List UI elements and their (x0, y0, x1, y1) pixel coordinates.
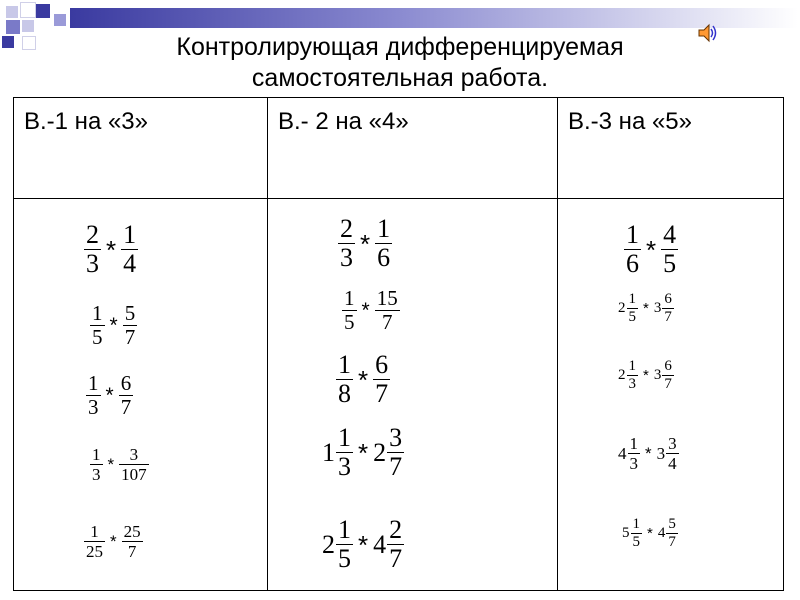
fraction-numerator: 1 (90, 522, 99, 541)
fraction (122, 522, 143, 561)
fraction-denominator: 3 (86, 249, 99, 278)
fraction (90, 445, 103, 484)
fraction (387, 516, 404, 573)
fraction-denominator: 5 (92, 325, 103, 349)
fraction-numerator: 1 (377, 214, 391, 243)
multiply-sign: * (360, 228, 371, 259)
expression (336, 351, 390, 408)
fraction-numerator: 6 (375, 350, 389, 379)
fraction (336, 516, 353, 573)
multiply-sign: * (105, 384, 114, 407)
expression (342, 287, 400, 334)
header-variant-1: В.-1 на «3» (14, 98, 268, 199)
whole-part: 2 (322, 529, 335, 559)
whole-part: 3 (656, 444, 666, 463)
multiply-sign: * (358, 437, 369, 468)
expression (338, 215, 392, 272)
fraction-denominator: 7 (664, 376, 672, 392)
fraction-denominator: 3 (628, 376, 636, 392)
fraction (119, 372, 134, 419)
fraction-denominator: 5 (338, 544, 351, 573)
fraction-denominator: 7 (389, 452, 403, 481)
fraction (666, 434, 679, 473)
fraction (624, 221, 641, 278)
fraction (627, 291, 639, 326)
fraction-numerator: 1 (92, 301, 103, 325)
multiply-sign: * (361, 299, 370, 322)
fraction (90, 302, 105, 349)
fraction (338, 215, 355, 272)
fraction-numerator: 1 (338, 350, 351, 379)
expression (624, 221, 678, 278)
header-variant-3: В.-3 на «5» (558, 98, 784, 199)
fraction-numerator: 1 (628, 358, 636, 374)
fraction (662, 358, 674, 393)
fraction (119, 445, 149, 484)
fraction-denominator: 107 (121, 465, 147, 484)
fraction-numerator: 3 (668, 434, 677, 453)
fraction-numerator: 4 (663, 220, 677, 249)
expression (84, 221, 138, 278)
multiply-sign: * (358, 364, 369, 395)
multiply-sign: * (645, 444, 652, 463)
fraction-denominator: 3 (92, 465, 101, 484)
multiply-sign: * (110, 532, 117, 551)
whole-part: 2 (618, 367, 626, 383)
fraction-numerator: 3 (129, 445, 139, 464)
header-variant-2: В.- 2 на «4» (268, 98, 558, 199)
fraction-numerator: 1 (338, 515, 351, 544)
fraction-denominator: 6 (377, 243, 391, 272)
expression (84, 522, 143, 561)
fraction-denominator: 7 (381, 310, 393, 334)
fraction-denominator: 5 (663, 249, 677, 278)
fraction (628, 434, 641, 473)
fraction-numerator: 1 (626, 220, 639, 249)
fraction (373, 351, 390, 408)
fraction-numerator: 1 (338, 423, 351, 452)
fraction-denominator: 8 (338, 379, 351, 408)
variant-2-cell (268, 199, 558, 591)
fraction-numerator: 2 (86, 220, 99, 249)
multiply-sign: * (647, 525, 653, 542)
fraction-numerator: 1 (628, 291, 636, 307)
fraction-numerator: 1 (92, 445, 101, 464)
fraction (661, 221, 678, 278)
whole-part: 1 (322, 437, 335, 467)
fraction (84, 522, 105, 561)
title-line-2: самостоятельная работа. (251, 64, 549, 92)
multiply-sign: * (643, 300, 649, 317)
fraction-numerator: 5 (668, 516, 676, 532)
fraction-numerator: 6 (664, 291, 672, 307)
title-line-1: Контролирующая дифференцируемая (176, 33, 624, 61)
fraction-numerator: 1 (344, 286, 355, 310)
fraction-denominator: 7 (124, 325, 136, 349)
fraction (336, 351, 353, 408)
expression (322, 424, 404, 481)
fraction-denominator: 7 (375, 379, 389, 408)
fraction-denominator: 7 (664, 309, 672, 325)
fraction-numerator: 1 (629, 434, 638, 453)
fraction-denominator: 7 (120, 395, 132, 419)
fraction-denominator: 6 (626, 249, 639, 278)
whole-part: 2 (618, 300, 626, 316)
fraction (627, 358, 639, 393)
expression (622, 516, 678, 551)
expression (618, 291, 674, 326)
fraction (121, 221, 138, 278)
fraction-numerator: 1 (88, 371, 99, 395)
page-title (0, 32, 800, 94)
fraction-numerator: 1 (123, 220, 137, 249)
whole-part: 4 (657, 525, 666, 541)
fraction-denominator: 7 (127, 542, 137, 561)
variant-3-cell (558, 199, 784, 591)
fraction (86, 372, 101, 419)
multiply-sign: * (358, 529, 369, 560)
fraction (631, 516, 643, 551)
fraction (84, 221, 101, 278)
fraction (387, 424, 404, 481)
expression (90, 302, 137, 349)
expression (618, 358, 674, 393)
fraction-numerator: 6 (120, 371, 132, 395)
variant-1-cell (14, 199, 268, 591)
fraction-denominator: 4 (123, 249, 137, 278)
multiply-sign: * (106, 234, 117, 265)
whole-part: 4 (373, 529, 387, 559)
fraction-denominator: 3 (629, 454, 638, 473)
variants-table (13, 97, 784, 591)
fraction (342, 287, 357, 334)
fraction-numerator: 6 (664, 358, 672, 374)
fraction-denominator: 4 (668, 454, 677, 473)
fraction (666, 516, 678, 551)
fraction-numerator: 25 (123, 522, 141, 541)
whole-part: 4 (618, 444, 627, 463)
fraction-denominator: 7 (389, 544, 403, 573)
fraction (123, 302, 138, 349)
fraction-numerator: 15 (376, 286, 398, 310)
fraction (375, 215, 392, 272)
fraction-denominator: 5 (632, 534, 640, 550)
multiply-sign: * (643, 367, 649, 384)
whole-part: 3 (653, 367, 662, 383)
fraction-numerator: 2 (340, 214, 353, 243)
fraction (336, 424, 353, 481)
whole-part: 3 (653, 300, 662, 316)
expression (322, 516, 404, 573)
expression (90, 445, 149, 484)
multiply-sign: * (646, 234, 657, 265)
fraction-denominator: 5 (344, 310, 355, 334)
fraction-numerator: 1 (632, 516, 640, 532)
expression (618, 434, 679, 473)
fraction-numerator: 5 (124, 301, 136, 325)
whole-part: 2 (373, 437, 387, 467)
fraction-denominator: 3 (340, 243, 353, 272)
fraction-numerator: 3 (389, 423, 403, 452)
fraction-denominator: 25 (86, 542, 103, 561)
fraction-denominator: 3 (338, 452, 351, 481)
fraction-denominator: 3 (88, 395, 99, 419)
fraction-denominator: 7 (668, 534, 676, 550)
header-gradient-bar (70, 8, 798, 28)
expression (86, 372, 133, 419)
multiply-sign: * (107, 455, 115, 474)
multiply-sign: * (109, 314, 118, 337)
fraction (662, 291, 674, 326)
fraction (375, 287, 400, 334)
whole-part: 5 (622, 525, 630, 541)
fraction-denominator: 5 (628, 309, 636, 325)
fraction-numerator: 2 (389, 515, 403, 544)
